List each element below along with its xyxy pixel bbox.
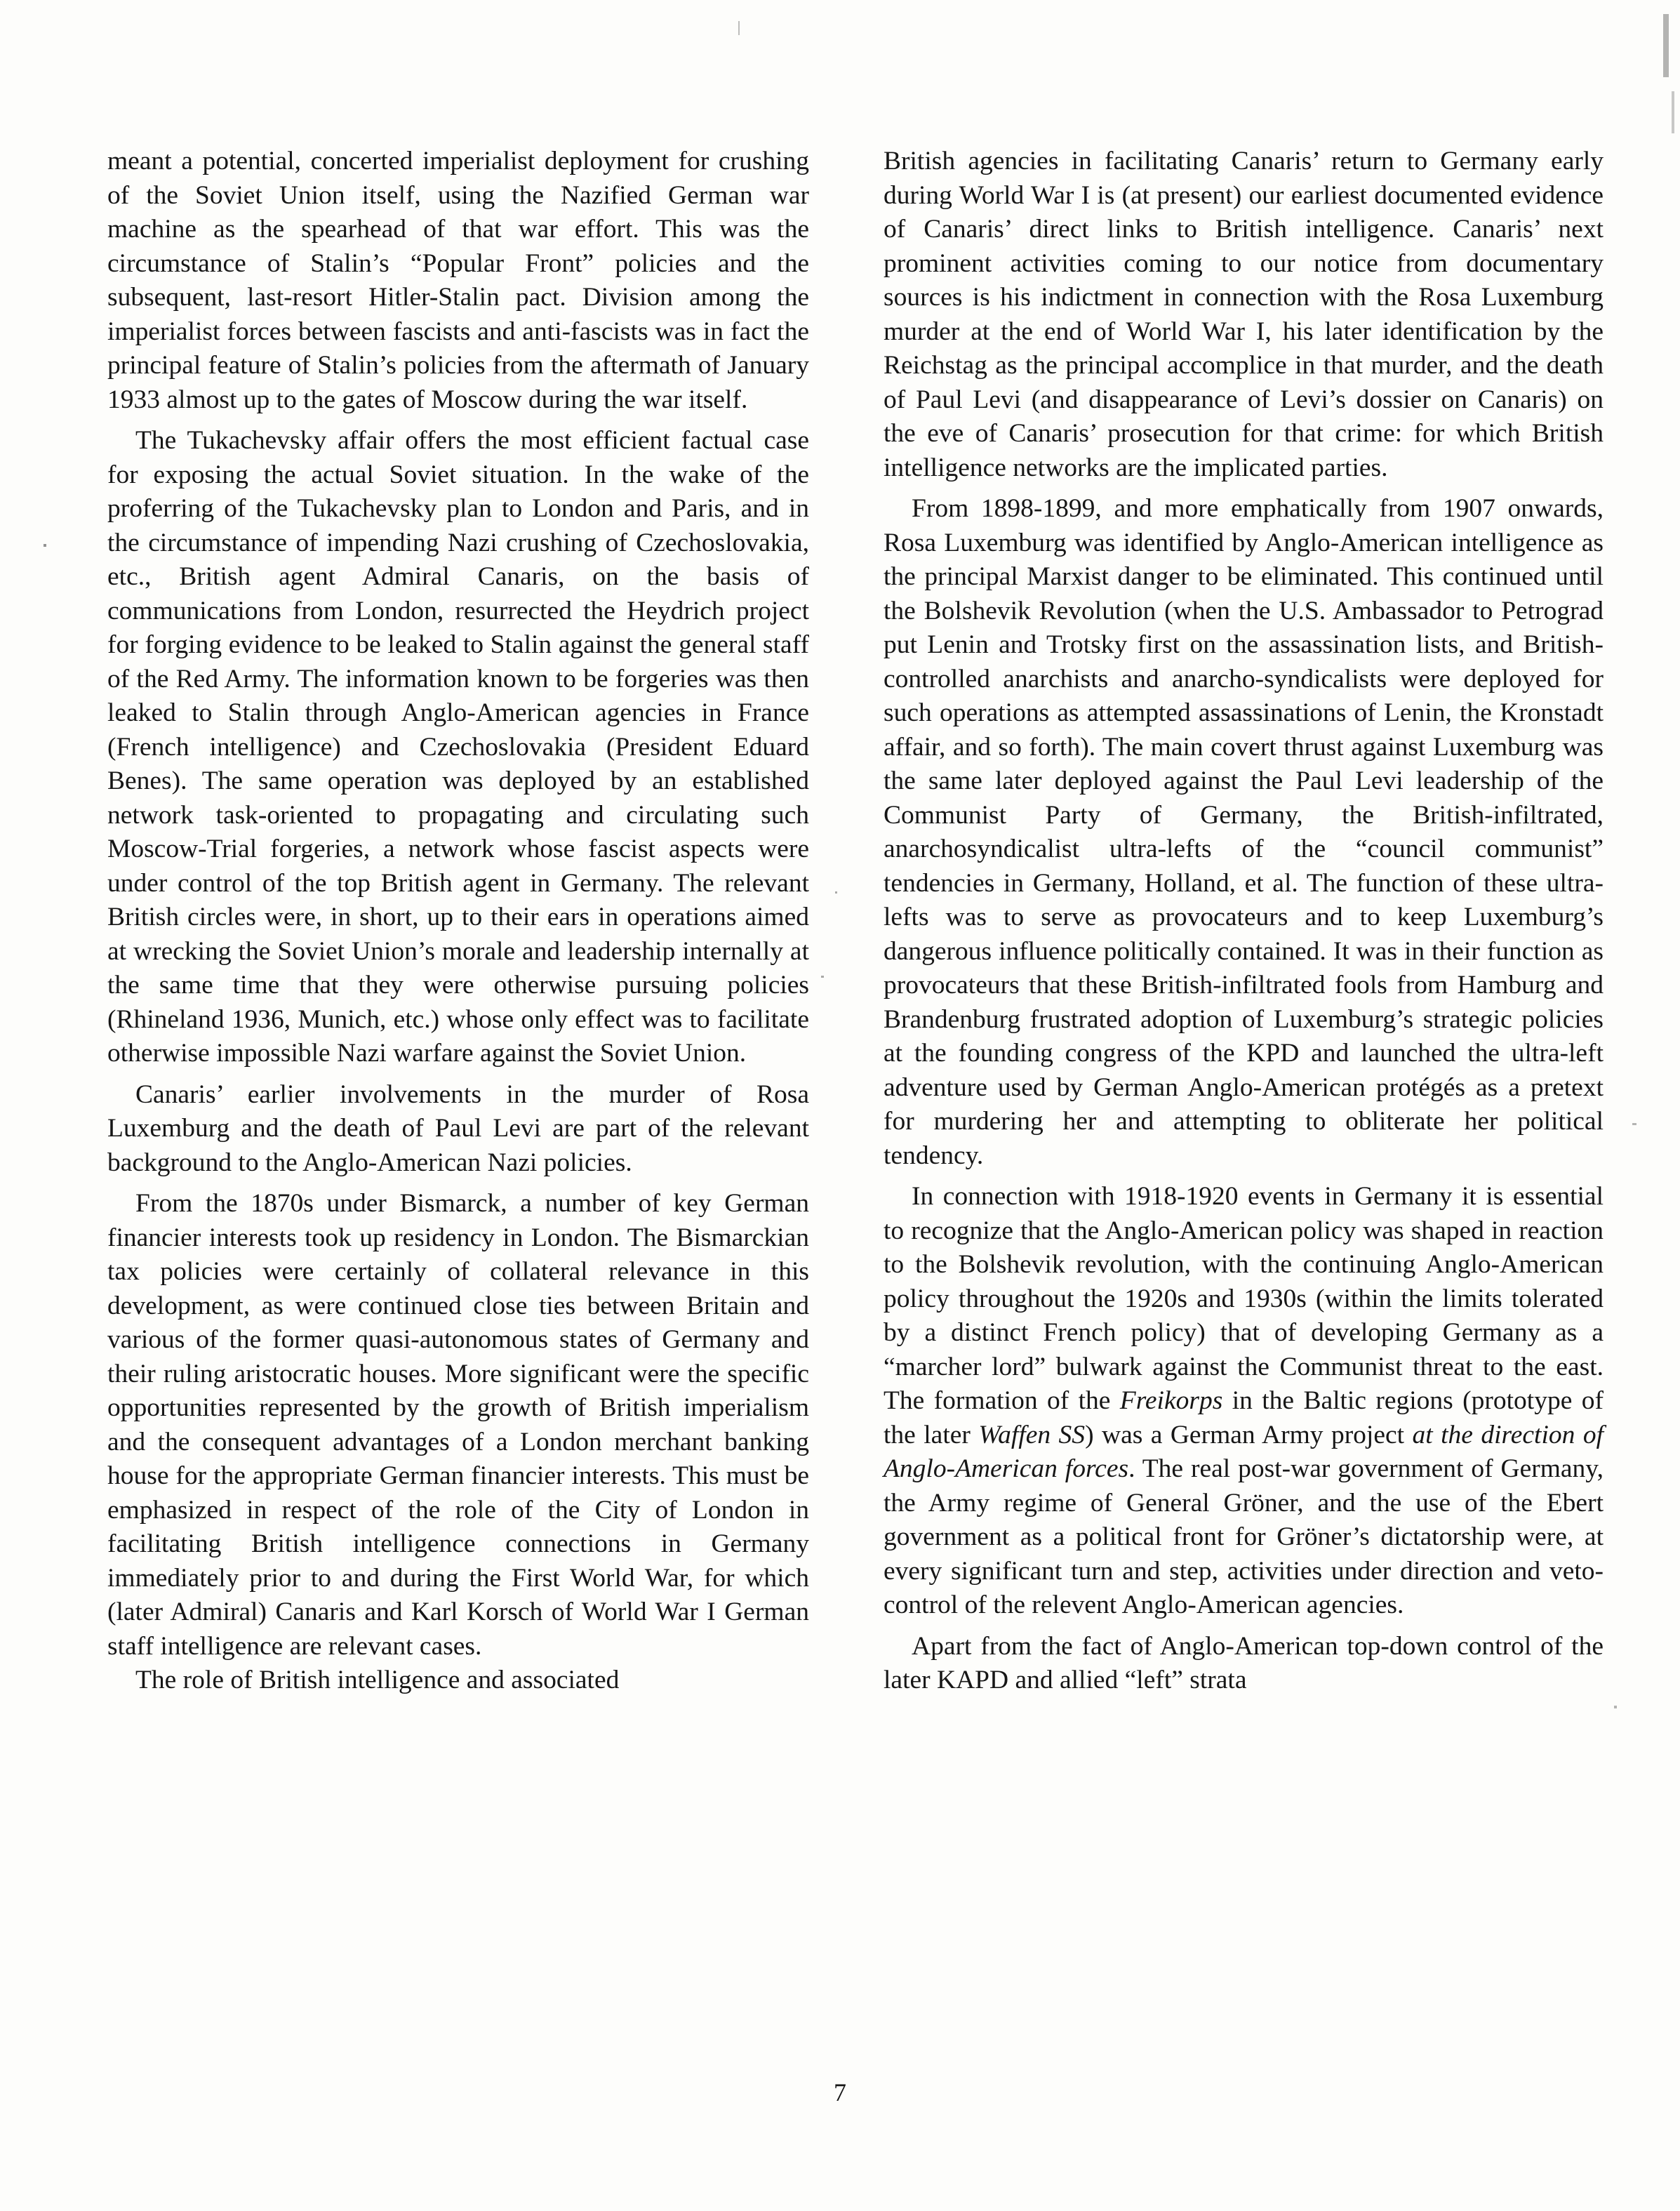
paragraph: meant a potential, concerted imperialist deployment for crushing of the Soviet Union itself, using the Nazified German war machine as the spearhead of that war effort. This was the circumstance of Stalin’s “Popular Front” policies and the subsequent, last-resort Hitler-Stalin pact. Division among the imperialist forces between fascists and anti-fascists was in fact the principal feature of Stalin’s policies from the aftermath of January 1933 almost up to the gates of Moscow during the war itself. xyxy=(107,147,809,414)
scan-speck xyxy=(1672,91,1674,133)
scan-speck xyxy=(835,891,837,894)
paragraph: From 1898-1899, and more emphatically from 1907 onwards, Rosa Luxemburg was identified by Anglo-American intelligence as the principal Marxist danger to be eliminated. This continued until the Bolshevik Revolution (when the U.S. Ambassador to Petrograd put Lenin and Trotsky first on the assassination lists, and British-controlled anarchists and anarcho-syndicalists were deployed for such operations as attempted assassinations of Lenin, the Kronstadt affair, and so forth). The main covert thrust against Luxemburg was the same later deployed against the Paul Levi leadership of the Communist Party of Germany, the British-infiltrated, anarchosyndicalist ultra-lefts of the “council communist” tendencies in Germany, Holland, et al. The function of these ultra-lefts was to serve as provocateurs and to keep Luxemburg’s dangerous influence politically contained. It was in their function as provocateurs that these British-infiltrated fools from Hamburg and Brandenburg frustrated adoption of Luxemburg’s strategic policies at the founding congress of the KPD and launched the ultra-left adventure used by German Anglo-American protégés as a pretext for murdering her and attempting to obliterate her political tendency. xyxy=(884,494,1604,1170)
scan-speck xyxy=(738,21,740,35)
paragraph xyxy=(884,1180,1604,1623)
paragraph: British agencies in facilitating Canaris’ return to Germany early during World War I is (at present) our earliest documented evidence of Canaris’ direct links to British intelligence. Canaris’ next prominent activities coming to our notice from documentary sources is his indictment in connection with the Rosa Luxemburg murder at the end of World War I, his later identification by the Reichstag as the principal accomplice in that murder, and the death of Paul Levi (and disappearance of Levi’s dossier on Canaris) on the eve of Canaris’ prosecution for that crime: for which British intelligence networks are the implicated parties. xyxy=(884,147,1604,482)
italic-term: Waffen SS xyxy=(978,1420,1086,1449)
right-column xyxy=(884,145,1604,1705)
paragraph: From the 1870s under Bismarck, a number of key German financier interests took up residency in London. The Bismarckian tax policies were certainly of collateral relevance in this development, as were continued close ties between Britain and various of the former quasi-autonomous states of Germany and their ruling aristocratic houses. More significant were the specific opportunities represented by the growth of British imperialism and the consequent advantages of a London merchant banking house for the appropriate German financier interests. This must be emphasized in respect of the role of the City of London in facilitating British intelligence connections in Germany immediately prior to and during the First World War, for which (later Admiral) Canaris and Karl Korsch of World War I German staff intelligence are relevant cases. xyxy=(107,1189,809,1661)
paragraph-text: in the Baltic regions (prototype of the later xyxy=(884,1386,1604,1449)
paragraph-text: ) was a German Army project xyxy=(1085,1420,1405,1449)
left-column xyxy=(107,145,809,1705)
paragraph: Apart from the fact of Anglo-American top-down control of the later KAPD and allied “left” strata xyxy=(884,1631,1604,1694)
paragraph-text: . The real post-war government of Germany, the Army regime of General Gröner, and the use of the Ebert government as a political front for Gröner’s dictatorship were, at every significant turn and step, activities under direction and veto-control of the relevent Anglo-American agencies. xyxy=(884,1454,1604,1619)
scan-speck xyxy=(1632,1123,1636,1125)
paragraph-text: In connection with 1918-1920 events in Germany it is essential to recognize that the Anglo-American policy was shaped in reaction to the Bolshevik revolution, with the continuing Anglo-American policy throughout the 1920s and 1930s (within the limits tolerated by a distinct French policy) that of developing Germany as a “marcher lord” bulwark against the Communist threat to the east. The formation of the xyxy=(884,1182,1604,1415)
scan-speck xyxy=(1663,14,1669,77)
paragraph: The role of British intelligence and associated xyxy=(135,1666,620,1694)
italic-term: Freikorps xyxy=(1119,1386,1223,1415)
paragraph: Canaris’ earlier involvements in the murder of Rosa Luxemburg and the death of Paul Levi are part of the relevant background to the Anglo-American Nazi policies. xyxy=(107,1080,809,1177)
italic-phrase: at the direction of Anglo-American forces xyxy=(884,1420,1604,1483)
paragraph: The Tukachevsky affair offers the most efficient factual case for exposing the actual Soviet situation. In the wake of the proferring of the Tukachevsky plan to London and Paris, and in the circumstance of impending Nazi crushing of Czechoslovakia, etc., British agent Admiral Canaris, on the basis of communications from London, resurrected the Heydrich project for forging evidence to be leaked to Stalin against the general staff of the Red Army. The information known to be forgeries was then leaked to Stalin through Anglo-American agencies in France (French intelligence) and Czechoslovakia (President Eduard Benes). The same operation was deployed by an established network task-oriented to propagating and circulating such Moscow-Trial forgeries, a network whose fascist aspects were under control of the top British agent in Germany. The relevant British circles were, in short, up to their ears in operations aimed at wrecking the Soviet Union’s morale and leadership internally at the same time that they were otherwise pursuing policies (Rhineland 1936, Munich, etc.) whose only effect was to facilitate otherwise impossible Nazi warfare against the Soviet Union. xyxy=(107,426,809,1068)
page-number: 7 xyxy=(834,2078,846,2106)
scan-speck xyxy=(44,544,46,547)
scan-speck xyxy=(821,976,824,978)
scan-speck xyxy=(1614,1706,1617,1708)
